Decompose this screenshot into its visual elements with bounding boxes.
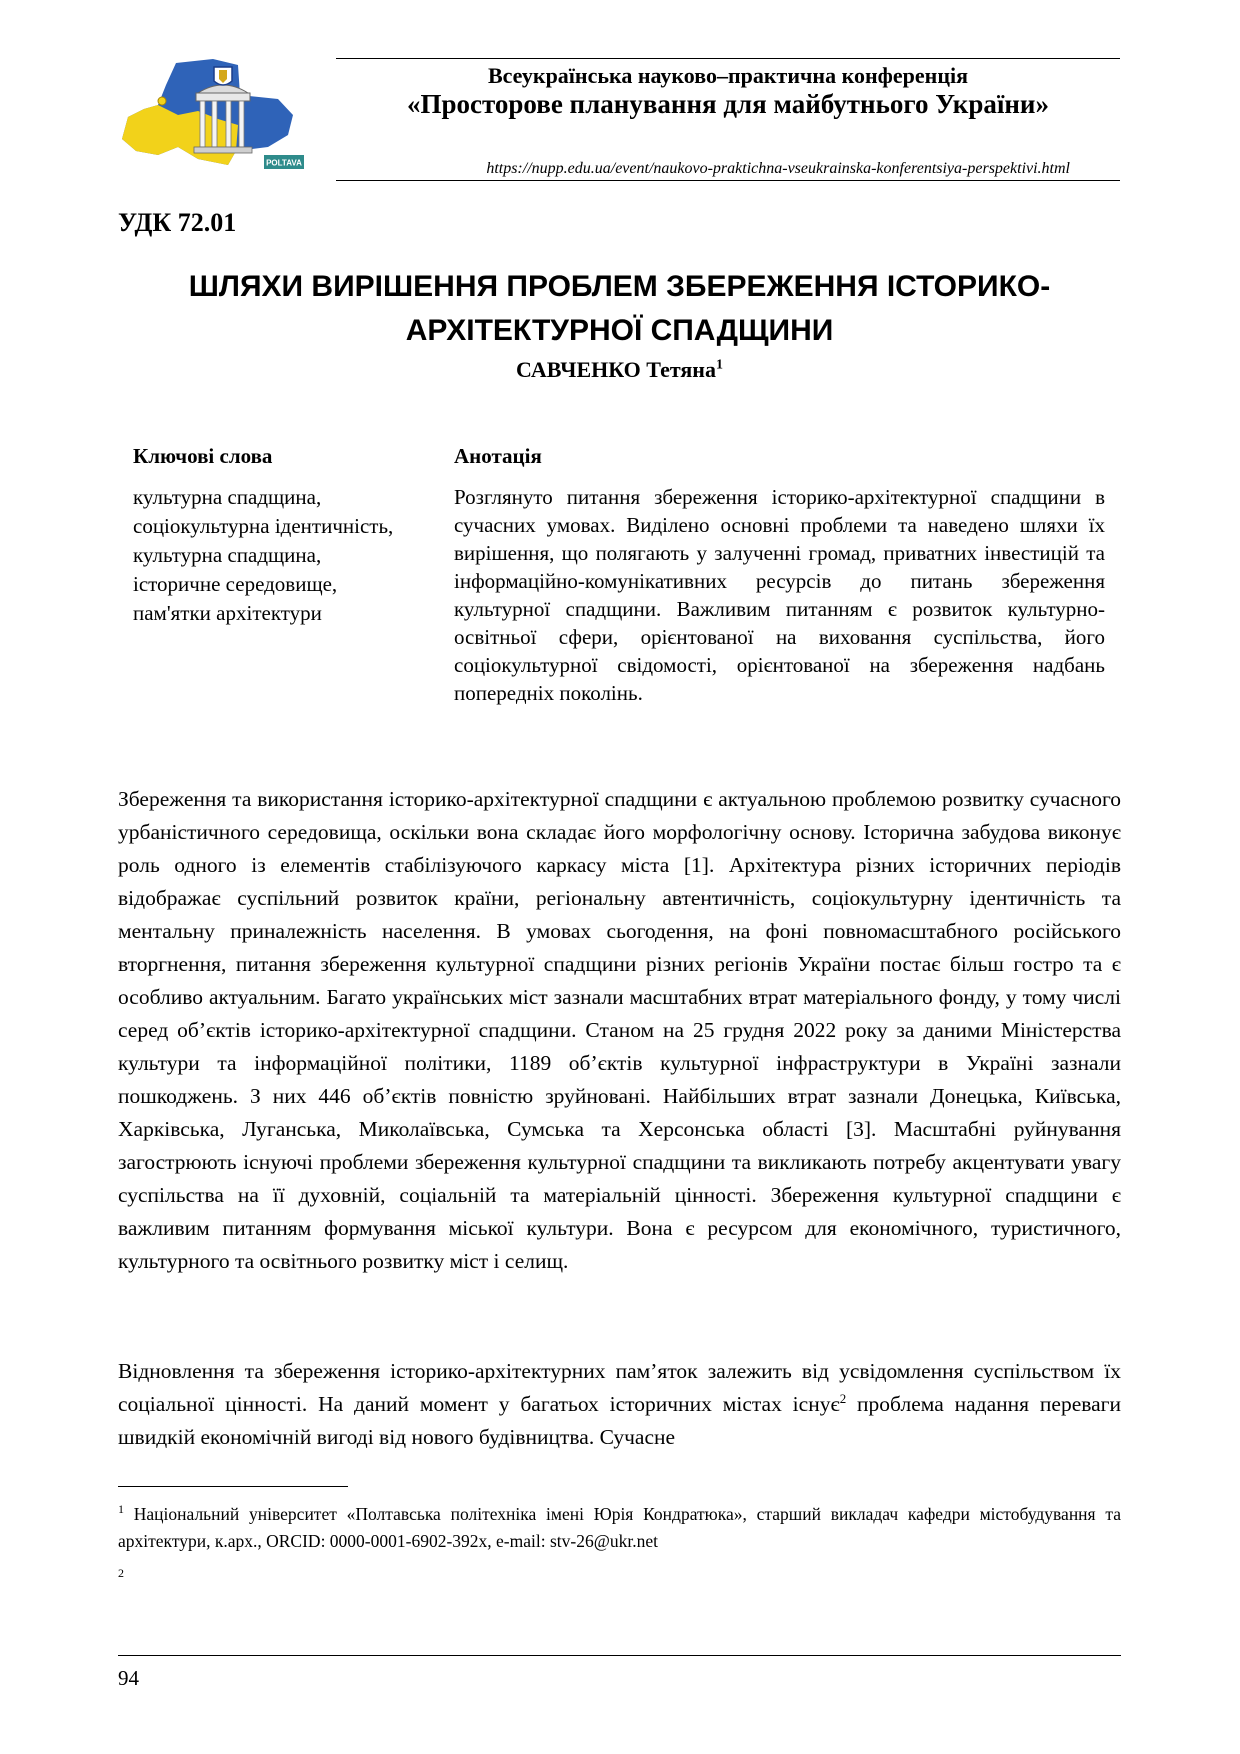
keywords-list <box>133 483 443 628</box>
footnote-1-text: Національний університет «Полтавська політехніка імені Юрія Кондратюка», старший викладач кафедри містобудування та архітектури, к.арх., ORCID: 0000-0001-6902-392x, e-mail: stv-26@ukr.net <box>118 1503 1121 1551</box>
body-paragraph-2-part-a: Відновлення та збереження історико-архітектурних пам’яток залежить від усвідомлення суспільством їх соціальної цінності. На даний момент у багатьох історичних містах існує <box>118 1359 1121 1416</box>
author-name-text: САВЧЕНКО Тетяна <box>516 357 716 382</box>
header-rule-top <box>336 58 1120 59</box>
body-paragraph-1: Збереження та використання історико-архітектурної спадщини є актуальною проблемою розвитку сучасного урбаністичного середовища, оскільки вона складає його морфологічну основу. Історична забудова виконує роль одного із елементів стабілізуючого каркасу міста [1]. Архітектура різних історичних періодів відображає суспільний розвиток країни, регіональну автентичність, соціокультурну ідентичність та ментальну приналежність населення. В умовах сьогодення, на фоні повномасштабного російського вторгнення, питання збереження культурної спадщини різних регіонів України постає більш гостро та є особливо актуальним. Багато українських міст зазнали масштабних втрат матеріального фонду, у тому числі серед об’єктів історико-архітектурної спадщини. Станом на 25 грудня 2022 року за даними Міністерства культури та інформаційної політики, 1189 об’єктів культурної інфраструктури в Україні зазнали пошкоджень. З них 446 об’єктів повністю зруйновані. Найбільших втрат зазнали Донецька, Київська, Харківська, Луганська, Миколаївська, Сумська та Херсонська області [3]. Масштабні руйнування загострюють існуючі проблеми збереження культурної спадщини та викликають потребу акцентувати увагу суспільства на її духовній, соціальній та матеріальній цінності. Збереження культурної спадщини є важливим питанням формування міської культури. Вона є ресурсом для економічного, туристичного, культурного та освітнього розвитку міст і селищ. <box>118 787 1121 1273</box>
abstract-text: Розглянуто питання збереження історико-архітектурної спадщини в сучасних умовах. Виділено основні проблеми та наведено шляхи їх вирішення, що полягають у залученні громад, приватних інвестицій та інформаційно-комунікативних ресурсів до питань збереження культурної спадщини. Важливим питанням є розвиток культурно-освітньої сфери, орієнтованої на виховання суспільства, його соціокультурної свідомості, орієнтованої на збереження надбань попередніх поколінь. <box>454 485 1105 705</box>
paper-title-line2: АРХІТЕКТУРНОЇ СПАДЩИНИ <box>405 314 834 347</box>
footnote-2: 2 <box>118 1566 124 1580</box>
footnote-1-mark: 1 <box>118 1502 124 1516</box>
keyword-item: соціокультурна ідентичність, <box>133 514 394 538</box>
footnote-1 <box>118 1496 1121 1555</box>
author-name <box>118 357 1121 383</box>
author-footnote-mark: 1 <box>715 357 723 373</box>
paper-title <box>118 265 1121 353</box>
footnote-2-mark: 2 <box>839 1390 847 1406</box>
footer-rule <box>118 1655 1121 1656</box>
map-pin-icon <box>158 97 166 105</box>
university-emblem-icon <box>214 67 232 85</box>
body-paragraph-2 <box>118 1355 1121 1454</box>
conference-url: https://nupp.edu.ua/event/naukovo-praktichna-vseukrainska-konferentsiya-perspektivi.html <box>486 160 1070 177</box>
udk-code: УДК 72.01 <box>118 208 237 237</box>
keyword-item: культурна спадщина, <box>133 543 322 567</box>
header-rule-bottom <box>336 180 1120 181</box>
footnote-separator <box>118 1486 348 1487</box>
keywords-heading: Ключові слова <box>133 444 273 468</box>
conference-logo <box>118 55 308 177</box>
conference-title-line1: Всеукраїнська науково–практична конференція <box>487 63 969 88</box>
keyword-item: пам'ятки архітектури <box>133 601 322 625</box>
keyword-item: історичне середовище, <box>133 572 338 596</box>
keyword-item: культурна спадщина, <box>133 485 322 509</box>
conference-title-line2: «Просторове планування для майбутнього України» <box>406 89 1049 119</box>
body-paragraph-2-part-b: проблема надання переваги швидкій економічній вигоді від нового будівництва. Сучасне <box>118 1392 1121 1449</box>
logo-label: POLTAVA <box>266 158 302 168</box>
abstract-heading: Анотація <box>454 444 542 468</box>
page-number: 94 <box>118 1666 139 1690</box>
paper-title-line1: ШЛЯХИ ВИРІШЕННЯ ПРОБЛЕМ ЗБЕРЕЖЕННЯ ІСТОРИКО- <box>188 270 1051 303</box>
